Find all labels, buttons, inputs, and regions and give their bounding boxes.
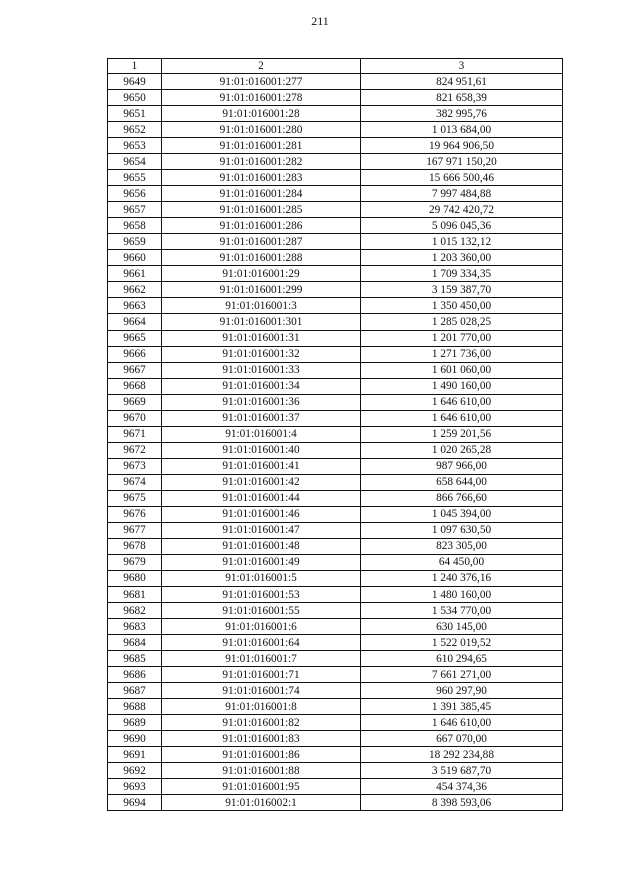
row-number-cell: 9669 bbox=[108, 394, 162, 410]
value-cell: 1 045 394,00 bbox=[361, 506, 563, 522]
value-cell: 3 159 387,70 bbox=[361, 282, 563, 298]
table-row bbox=[108, 651, 563, 667]
cadastral-number-cell: 91:01:016001:7 bbox=[162, 651, 361, 667]
value-cell: 866 766,60 bbox=[361, 490, 563, 506]
cadastral-number-cell: 91:01:016001:282 bbox=[162, 154, 361, 170]
cadastral-number-cell: 91:01:016002:1 bbox=[162, 795, 361, 811]
table-row bbox=[108, 410, 563, 426]
cadastral-number-cell: 91:01:016001:286 bbox=[162, 218, 361, 234]
cadastral-number-cell: 91:01:016001:44 bbox=[162, 490, 361, 506]
table-row bbox=[108, 74, 563, 90]
row-number-cell: 9660 bbox=[108, 250, 162, 266]
cadastral-number-cell: 91:01:016001:53 bbox=[162, 587, 361, 603]
cadastral-number-cell: 91:01:016001:41 bbox=[162, 458, 361, 474]
cadastral-number-cell: 91:01:016001:55 bbox=[162, 603, 361, 619]
table-row bbox=[108, 90, 563, 106]
cadastral-number-cell: 91:01:016001:28 bbox=[162, 106, 361, 122]
cadastral-number-cell: 91:01:016001:42 bbox=[162, 474, 361, 490]
row-number-cell: 9673 bbox=[108, 458, 162, 474]
value-cell: 1 350 450,00 bbox=[361, 298, 563, 314]
cadastral-number-cell: 91:01:016001:46 bbox=[162, 506, 361, 522]
cadastral-number-cell: 91:01:016001:33 bbox=[162, 362, 361, 378]
column-header-1: 1 bbox=[108, 59, 162, 74]
cadastral-number-cell: 91:01:016001:301 bbox=[162, 314, 361, 330]
row-number-cell: 9668 bbox=[108, 378, 162, 394]
cadastral-number-cell: 91:01:016001:285 bbox=[162, 202, 361, 218]
row-number-cell: 9694 bbox=[108, 795, 162, 811]
row-number-cell: 9654 bbox=[108, 154, 162, 170]
value-cell: 658 644,00 bbox=[361, 474, 563, 490]
cadastral-number-cell: 91:01:016001:37 bbox=[162, 410, 361, 426]
table-row bbox=[108, 506, 563, 522]
cadastral-number-cell: 91:01:016001:288 bbox=[162, 250, 361, 266]
cadastral-number-cell: 91:01:016001:64 bbox=[162, 635, 361, 651]
registry-table bbox=[107, 58, 563, 811]
cadastral-number-cell: 91:01:016001:49 bbox=[162, 554, 361, 570]
row-number-cell: 9680 bbox=[108, 570, 162, 586]
table-row bbox=[108, 138, 563, 154]
cadastral-number-cell: 91:01:016001:71 bbox=[162, 667, 361, 683]
row-number-cell: 9671 bbox=[108, 426, 162, 442]
value-cell: 1 203 360,00 bbox=[361, 250, 563, 266]
value-cell: 454 374,36 bbox=[361, 779, 563, 795]
value-cell: 1 646 610,00 bbox=[361, 715, 563, 731]
page-number: 211 bbox=[311, 14, 329, 28]
cadastral-number-cell: 91:01:016001:277 bbox=[162, 74, 361, 90]
value-cell: 1 534 770,00 bbox=[361, 603, 563, 619]
cadastral-number-cell: 91:01:016001:5 bbox=[162, 570, 361, 586]
row-number-cell: 9675 bbox=[108, 490, 162, 506]
table-row bbox=[108, 234, 563, 250]
table-header bbox=[108, 59, 563, 74]
table-row bbox=[108, 603, 563, 619]
table-row bbox=[108, 362, 563, 378]
cadastral-number-cell: 91:01:016001:287 bbox=[162, 234, 361, 250]
table-row bbox=[108, 635, 563, 651]
table-row bbox=[108, 763, 563, 779]
value-cell: 167 971 150,20 bbox=[361, 154, 563, 170]
table-row bbox=[108, 378, 563, 394]
table-row bbox=[108, 282, 563, 298]
cadastral-number-cell: 91:01:016001:29 bbox=[162, 266, 361, 282]
table-row bbox=[108, 122, 563, 138]
value-cell: 7 997 484,88 bbox=[361, 186, 563, 202]
value-cell: 1 259 201,56 bbox=[361, 426, 563, 442]
value-cell: 610 294,65 bbox=[361, 651, 563, 667]
value-cell: 1 601 060,00 bbox=[361, 362, 563, 378]
row-number-cell: 9685 bbox=[108, 651, 162, 667]
table-row bbox=[108, 474, 563, 490]
row-number-cell: 9687 bbox=[108, 683, 162, 699]
table-row bbox=[108, 522, 563, 538]
row-number-cell: 9659 bbox=[108, 234, 162, 250]
row-number-cell: 9657 bbox=[108, 202, 162, 218]
table-row bbox=[108, 202, 563, 218]
value-cell: 821 658,39 bbox=[361, 90, 563, 106]
value-cell: 1 522 019,52 bbox=[361, 635, 563, 651]
cadastral-number-cell: 91:01:016001:299 bbox=[162, 282, 361, 298]
row-number-cell: 9649 bbox=[108, 74, 162, 90]
value-cell: 1 490 160,00 bbox=[361, 378, 563, 394]
table-row bbox=[108, 587, 563, 603]
column-header-2: 2 bbox=[162, 59, 361, 74]
row-number-cell: 9662 bbox=[108, 282, 162, 298]
value-cell: 823 305,00 bbox=[361, 538, 563, 554]
row-number-cell: 9684 bbox=[108, 635, 162, 651]
cadastral-number-cell: 91:01:016001:281 bbox=[162, 138, 361, 154]
table-row bbox=[108, 250, 563, 266]
value-cell: 1 015 132,12 bbox=[361, 234, 563, 250]
table-row bbox=[108, 619, 563, 635]
row-number-cell: 9650 bbox=[108, 90, 162, 106]
value-cell: 1 480 160,00 bbox=[361, 587, 563, 603]
row-number-cell: 9652 bbox=[108, 122, 162, 138]
row-number-cell: 9661 bbox=[108, 266, 162, 282]
table-row bbox=[108, 298, 563, 314]
row-number-cell: 9682 bbox=[108, 603, 162, 619]
cadastral-number-cell: 91:01:016001:283 bbox=[162, 170, 361, 186]
cadastral-number-cell: 91:01:016001:88 bbox=[162, 763, 361, 779]
value-cell: 1 709 334,35 bbox=[361, 266, 563, 282]
cadastral-number-cell: 91:01:016001:74 bbox=[162, 683, 361, 699]
table-row bbox=[108, 715, 563, 731]
row-number-cell: 9689 bbox=[108, 715, 162, 731]
cadastral-number-cell: 91:01:016001:86 bbox=[162, 747, 361, 763]
row-number-cell: 9677 bbox=[108, 522, 162, 538]
cadastral-number-cell: 91:01:016001:280 bbox=[162, 122, 361, 138]
row-number-cell: 9676 bbox=[108, 506, 162, 522]
row-number-cell: 9674 bbox=[108, 474, 162, 490]
cadastral-number-cell: 91:01:016001:6 bbox=[162, 619, 361, 635]
cadastral-number-cell: 91:01:016001:82 bbox=[162, 715, 361, 731]
row-number-cell: 9663 bbox=[108, 298, 162, 314]
table-row bbox=[108, 186, 563, 202]
value-cell: 1 646 610,00 bbox=[361, 410, 563, 426]
value-cell: 1 013 684,00 bbox=[361, 122, 563, 138]
value-cell: 3 519 687,70 bbox=[361, 763, 563, 779]
value-cell: 15 666 500,46 bbox=[361, 170, 563, 186]
value-cell: 64 450,00 bbox=[361, 554, 563, 570]
row-number-cell: 9688 bbox=[108, 699, 162, 715]
row-number-cell: 9651 bbox=[108, 106, 162, 122]
value-cell: 667 070,00 bbox=[361, 731, 563, 747]
value-cell: 7 661 271,00 bbox=[361, 667, 563, 683]
value-cell: 1 271 736,00 bbox=[361, 346, 563, 362]
value-cell: 5 096 045,36 bbox=[361, 218, 563, 234]
value-cell: 960 297,90 bbox=[361, 683, 563, 699]
row-number-cell: 9667 bbox=[108, 362, 162, 378]
table-row bbox=[108, 538, 563, 554]
row-number-cell: 9653 bbox=[108, 138, 162, 154]
table-row bbox=[108, 426, 563, 442]
row-number-cell: 9679 bbox=[108, 554, 162, 570]
table-row bbox=[108, 170, 563, 186]
table-body bbox=[108, 74, 563, 811]
table-row bbox=[108, 394, 563, 410]
table-row bbox=[108, 747, 563, 763]
cadastral-number-cell: 91:01:016001:3 bbox=[162, 298, 361, 314]
value-cell: 19 964 906,50 bbox=[361, 138, 563, 154]
value-cell: 1 097 630,50 bbox=[361, 522, 563, 538]
cadastral-number-cell: 91:01:016001:278 bbox=[162, 90, 361, 106]
value-cell: 1 391 385,45 bbox=[361, 699, 563, 715]
value-cell: 382 995,76 bbox=[361, 106, 563, 122]
row-number-cell: 9678 bbox=[108, 538, 162, 554]
value-cell: 1 020 265,28 bbox=[361, 442, 563, 458]
table-row bbox=[108, 442, 563, 458]
cadastral-number-cell: 91:01:016001:36 bbox=[162, 394, 361, 410]
value-cell: 8 398 593,06 bbox=[361, 795, 563, 811]
column-header-3: 3 bbox=[361, 59, 563, 74]
row-number-cell: 9683 bbox=[108, 619, 162, 635]
cadastral-number-cell: 91:01:016001:95 bbox=[162, 779, 361, 795]
row-number-cell: 9666 bbox=[108, 346, 162, 362]
cadastral-number-cell: 91:01:016001:83 bbox=[162, 731, 361, 747]
row-number-cell: 9691 bbox=[108, 747, 162, 763]
row-number-cell: 9693 bbox=[108, 779, 162, 795]
cadastral-number-cell: 91:01:016001:4 bbox=[162, 426, 361, 442]
value-cell: 1 646 610,00 bbox=[361, 394, 563, 410]
row-number-cell: 9692 bbox=[108, 763, 162, 779]
value-cell: 1 201 770,00 bbox=[361, 330, 563, 346]
row-number-cell: 9670 bbox=[108, 410, 162, 426]
table-row bbox=[108, 779, 563, 795]
table-row bbox=[108, 346, 563, 362]
cadastral-number-cell: 91:01:016001:48 bbox=[162, 538, 361, 554]
cadastral-number-cell: 91:01:016001:34 bbox=[162, 378, 361, 394]
cadastral-number-cell: 91:01:016001:31 bbox=[162, 330, 361, 346]
row-number-cell: 9665 bbox=[108, 330, 162, 346]
table-row bbox=[108, 458, 563, 474]
table-row bbox=[108, 570, 563, 586]
value-cell: 1 285 028,25 bbox=[361, 314, 563, 330]
table-row bbox=[108, 683, 563, 699]
row-number-cell: 9686 bbox=[108, 667, 162, 683]
value-cell: 630 145,00 bbox=[361, 619, 563, 635]
cadastral-number-cell: 91:01:016001:47 bbox=[162, 522, 361, 538]
table-row bbox=[108, 314, 563, 330]
cadastral-number-cell: 91:01:016001:8 bbox=[162, 699, 361, 715]
table-row bbox=[108, 554, 563, 570]
value-cell: 18 292 234,88 bbox=[361, 747, 563, 763]
row-number-cell: 9672 bbox=[108, 442, 162, 458]
table-row bbox=[108, 699, 563, 715]
table-row bbox=[108, 330, 563, 346]
row-number-cell: 9658 bbox=[108, 218, 162, 234]
row-number-cell: 9681 bbox=[108, 587, 162, 603]
table-row bbox=[108, 218, 563, 234]
value-cell: 824 951,61 bbox=[361, 74, 563, 90]
table-row bbox=[108, 266, 563, 282]
value-cell: 29 742 420,72 bbox=[361, 202, 563, 218]
table-row bbox=[108, 106, 563, 122]
value-cell: 987 966,00 bbox=[361, 458, 563, 474]
row-number-cell: 9690 bbox=[108, 731, 162, 747]
table-row bbox=[108, 490, 563, 506]
cadastral-number-cell: 91:01:016001:40 bbox=[162, 442, 361, 458]
value-cell: 1 240 376,16 bbox=[361, 570, 563, 586]
table-row bbox=[108, 154, 563, 170]
cadastral-number-cell: 91:01:016001:32 bbox=[162, 346, 361, 362]
row-number-cell: 9656 bbox=[108, 186, 162, 202]
row-number-cell: 9655 bbox=[108, 170, 162, 186]
table-row bbox=[108, 731, 563, 747]
header-row bbox=[108, 59, 563, 74]
row-number-cell: 9664 bbox=[108, 314, 162, 330]
cadastral-number-cell: 91:01:016001:284 bbox=[162, 186, 361, 202]
table-row bbox=[108, 795, 563, 811]
table-row bbox=[108, 667, 563, 683]
